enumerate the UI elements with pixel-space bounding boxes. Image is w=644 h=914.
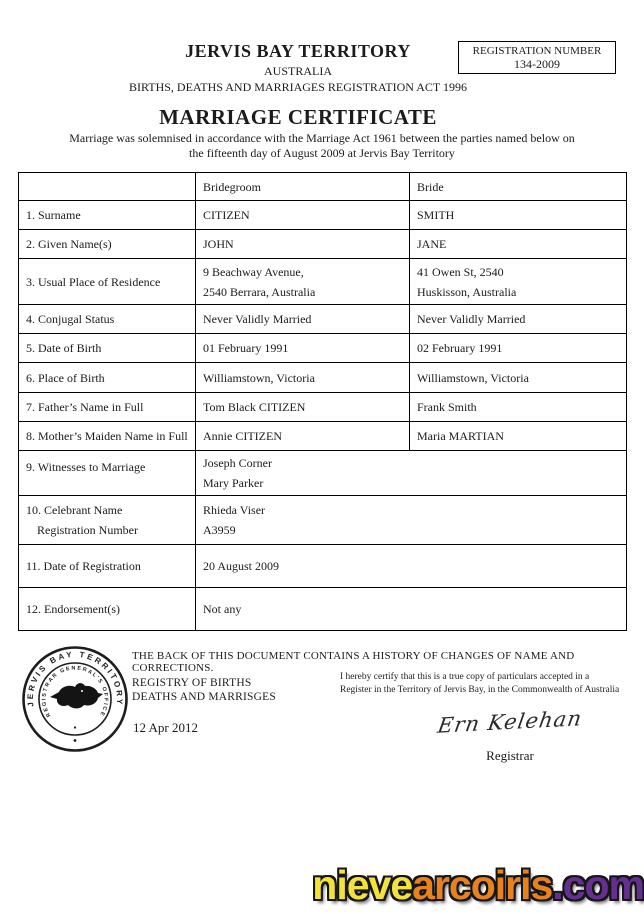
registration-date-value-cell: 20 August 2009 <box>196 545 627 588</box>
table-row-mother-maiden-name <box>19 422 627 451</box>
bride-value-cell: Williamstown, Victoria <box>410 363 627 393</box>
celebrant-name-value: Rhieda Viser <box>203 503 266 517</box>
table-row-place-of-birth <box>19 363 627 393</box>
territory-title: JERVIS BAY TERRITORY <box>185 41 411 61</box>
bride-value-cell: SMITH <box>410 201 627 230</box>
witnesses-value-cell <box>196 451 627 496</box>
row-label-cell: 6. Place of Birth <box>19 363 196 393</box>
header-bride-cell: Bride <box>410 173 627 201</box>
groom-value-cell: JOHN <box>196 230 410 259</box>
row-label-cell: 7. Father’s Name in Full <box>19 393 196 422</box>
country-label: AUSTRALIA <box>264 64 332 78</box>
registry-name <box>132 676 276 704</box>
certification-line2: Register in the Territory of Jervis Bay, in the Commonwealth of Australia <box>340 684 620 695</box>
table-header-row <box>19 173 627 201</box>
table-row-endorsements <box>19 588 627 631</box>
row-label-cell: 3. Usual Place of Residence <box>19 259 196 305</box>
celebrant-regnum-label: Registration Number <box>37 523 138 537</box>
groom-value-cell: Annie CITIZEN <box>196 422 410 451</box>
registry-line1: REGISTRY OF BIRTHS <box>132 677 252 689</box>
certification-statement <box>340 671 636 696</box>
celebrant-value-cell <box>196 496 627 545</box>
witness-line2: Mary Parker <box>203 476 264 490</box>
registration-number-value: 134-2009 <box>514 57 560 71</box>
row-label-cell: 1. Surname <box>19 201 196 230</box>
endorsements-value-cell: Not any <box>196 588 627 631</box>
site-watermark <box>312 862 644 908</box>
issue-date: 12 Apr 2012 <box>133 720 198 735</box>
witness-line1: Joseph Corner <box>203 456 272 470</box>
back-of-document-notice: THE BACK OF THIS DOCUMENT CONTAINS A HISTORY OF CHANGES OF NAME AND CORRECTIONS. <box>132 650 575 674</box>
groom-residence-line1: 9 Beachway Avenue, <box>203 264 304 279</box>
row-label-cell: 12. Endorsement(s) <box>19 588 196 631</box>
bride-residence-line2: Huskisson, Australia <box>417 284 517 299</box>
groom-value-cell: Williamstown, Victoria <box>196 363 410 393</box>
groom-residence-line2: 2540 Berrara, Australia <box>203 284 316 299</box>
row-label-cell: 9. Witnesses to Marriage <box>19 451 196 496</box>
celebrant-name-label: 10. Celebrant Name <box>26 503 123 517</box>
registry-line2: DEATHS AND MARRISGES <box>132 691 276 703</box>
table-row-conjugal-status <box>19 305 627 334</box>
registration-number-box <box>458 41 616 74</box>
certification-line1: I hereby certify that this is a true copy of particulars accepted in a <box>340 672 590 682</box>
row-label-cell: 11. Date of Registration <box>19 545 196 588</box>
registration-act-line: BIRTHS, DEATHS AND MARRIAGES REGISTRATION ACT 1996 <box>128 80 468 94</box>
solemnisation-statement <box>0 131 644 161</box>
stamp-inner-text: REGISTRAR GENERAL'S OFFICE <box>41 665 109 718</box>
bride-value-cell: Never Validly Married <box>410 305 627 334</box>
row-label-cell <box>19 496 196 545</box>
table-row-given-names <box>19 230 627 259</box>
table-row-father-name <box>19 393 627 422</box>
row-label-cell: 5. Date of Birth <box>19 334 196 363</box>
table-row-celebrant <box>19 496 627 545</box>
stamp-outer-text: JERVIS BAY TERRITORY <box>25 649 125 708</box>
bride-value-cell: Frank Smith <box>410 393 627 422</box>
header-bridegroom-cell: Bridegroom <box>196 173 410 201</box>
row-label-cell: 4. Conjugal Status <box>19 305 196 334</box>
certificate-table <box>18 172 627 631</box>
registrar-general-seal-icon <box>20 644 130 754</box>
groom-value-cell <box>196 259 410 305</box>
groom-value-cell: 01 February 1991 <box>196 334 410 363</box>
bride-value-cell: JANE <box>410 230 627 259</box>
celebrant-regnum-value: A3959 <box>203 523 236 537</box>
table-row-surname <box>19 201 627 230</box>
groom-value-cell: Tom Black CITIZEN <box>196 393 410 422</box>
bride-value-cell: Maria MARTIAN <box>410 422 627 451</box>
watermark-part2: arcoiris <box>412 862 553 908</box>
row-label-cell: 2. Given Name(s) <box>19 230 196 259</box>
header-empty-cell <box>19 173 196 201</box>
territory-map-silhouette <box>50 683 103 708</box>
row-label-cell: 8. Mother’s Maiden Name in Full <box>19 422 196 451</box>
bride-value-cell <box>410 259 627 305</box>
solemnisation-line2: the fifteenth day of August 2009 at Jervis Bay Territory <box>189 146 455 160</box>
watermark-part3: .com <box>552 862 644 908</box>
table-row-registration-date <box>19 545 627 588</box>
registrar-label: Registrar <box>486 748 534 763</box>
table-row-witnesses <box>19 451 627 496</box>
table-row-residence <box>19 259 627 305</box>
bride-value-cell: 02 February 1991 <box>410 334 627 363</box>
registration-number-label: REGISTRATION NUMBER <box>472 45 602 57</box>
table-row-date-of-birth <box>19 334 627 363</box>
groom-value-cell: Never Validly Married <box>196 305 410 334</box>
solemnisation-line1: Marriage was solemnised in accordance with the Marriage Act 1961 between the parties named below on <box>69 131 575 145</box>
bride-residence-line1: 41 Owen St, 2540 <box>417 264 504 279</box>
registrar-signature: Ern Kelehan <box>435 706 585 738</box>
groom-value-cell: CITIZEN <box>196 201 410 230</box>
document-title: MARRIAGE CERTIFICATE <box>159 105 437 129</box>
watermark-part1: nieve <box>312 862 413 908</box>
